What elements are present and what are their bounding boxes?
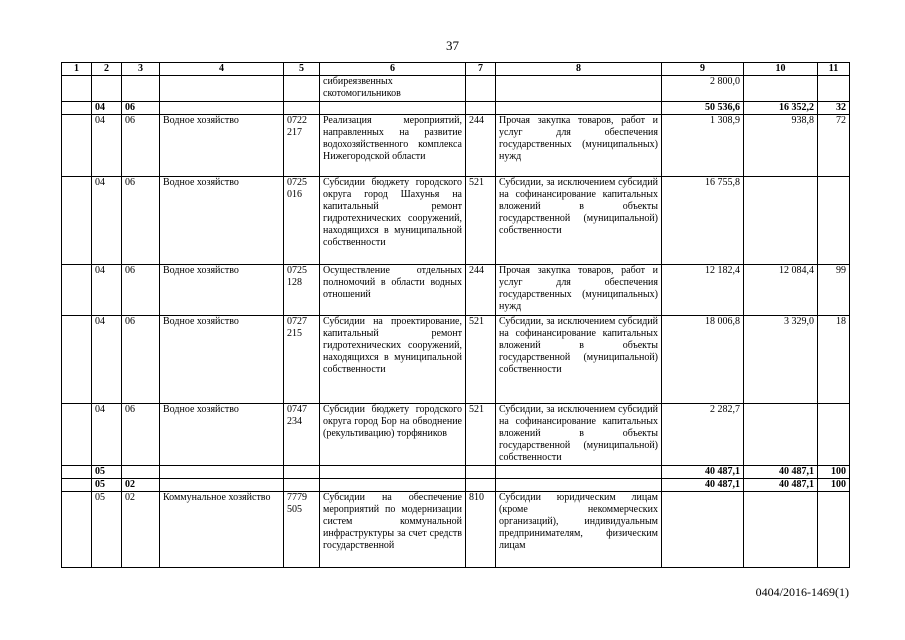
table-cell-c7 bbox=[466, 76, 496, 102]
table-cell-c10 bbox=[744, 492, 818, 568]
table-cell-c11: 18 bbox=[818, 316, 850, 404]
table-cell-c6: Субсидии бюджету городского округа город Бор на обводнение (рекультивацию) торфяников bbox=[320, 404, 466, 466]
table-cell-c7 bbox=[466, 479, 496, 492]
table-cell-c2: 04 bbox=[92, 316, 122, 404]
table-cell-c9: 12 182,4 bbox=[662, 265, 744, 316]
table-cell-c5 bbox=[284, 466, 320, 479]
table-cell-c8 bbox=[496, 479, 662, 492]
table-row bbox=[62, 102, 850, 115]
table-row bbox=[62, 76, 850, 102]
table-cell-c4: Коммунальное хозяйство bbox=[160, 492, 284, 568]
table-cell-c8 bbox=[496, 76, 662, 102]
table-cell bbox=[62, 404, 92, 466]
table-cell-c2: 04 bbox=[92, 102, 122, 115]
table-cell-c6 bbox=[320, 466, 466, 479]
table-cell-c4: Водное хозяйство bbox=[160, 404, 284, 466]
table-cell-c10: 40 487,1 bbox=[744, 466, 818, 479]
table-cell-c9: 2 800,0 bbox=[662, 76, 744, 102]
table-cell-c4: Водное хозяйство bbox=[160, 115, 284, 177]
table-cell-c3: 06 bbox=[122, 115, 160, 177]
table-cell-c5: 0725 016 bbox=[284, 177, 320, 265]
table-cell-c9: 1 308,9 bbox=[662, 115, 744, 177]
table-cell-c7 bbox=[466, 102, 496, 115]
table-cell-c5: 0727 215 bbox=[284, 316, 320, 404]
table-cell bbox=[62, 466, 92, 479]
header-row bbox=[62, 63, 850, 76]
table-cell bbox=[62, 265, 92, 316]
table-cell-c8 bbox=[496, 102, 662, 115]
table-cell-c10: 938,8 bbox=[744, 115, 818, 177]
table-cell-c9: 2 282,7 bbox=[662, 404, 744, 466]
table-cell-c3: 06 bbox=[122, 177, 160, 265]
table-row bbox=[62, 177, 850, 265]
table-row bbox=[62, 466, 850, 479]
table-cell-c11 bbox=[818, 76, 850, 102]
table-cell-c8 bbox=[496, 466, 662, 479]
table-cell-c6: сибиреязвенных скотомогильников bbox=[320, 76, 466, 102]
header-cell: 10 bbox=[744, 63, 818, 76]
table-cell-c2: 05 bbox=[92, 466, 122, 479]
table-cell-c8: Субсидии, за исключением субсидий на софинансирование капитальных вложений в объекты государственной (муниципальной) собственности bbox=[496, 404, 662, 466]
header-cell: 2 bbox=[92, 63, 122, 76]
table-cell-c11: 32 bbox=[818, 102, 850, 115]
table-cell-c7: 244 bbox=[466, 115, 496, 177]
table-cell-c11 bbox=[818, 492, 850, 568]
table-cell-c4 bbox=[160, 479, 284, 492]
table-cell-c9: 40 487,1 bbox=[662, 466, 744, 479]
table-cell-c5: 0747 234 bbox=[284, 404, 320, 466]
table-cell-c7: 810 bbox=[466, 492, 496, 568]
table-cell-c9: 40 487,1 bbox=[662, 479, 744, 492]
table-cell-c7: 521 bbox=[466, 177, 496, 265]
table-cell-c3: 02 bbox=[122, 479, 160, 492]
header-cell: 7 bbox=[466, 63, 496, 76]
table-cell-c6: Субсидии бюджету городского округа город Шахунья на капитальный ремонт гидротехнических сооружений, находящихся в муниципальной собственности bbox=[320, 177, 466, 265]
table-cell-c2: 05 bbox=[92, 492, 122, 568]
table-cell-c10 bbox=[744, 404, 818, 466]
table-cell-c2: 04 bbox=[92, 115, 122, 177]
table-cell-c4: Водное хозяйство bbox=[160, 177, 284, 265]
header-cell: 11 bbox=[818, 63, 850, 76]
table-cell-c3: 06 bbox=[122, 404, 160, 466]
table-cell-c2: 04 bbox=[92, 265, 122, 316]
table-cell-c9 bbox=[662, 492, 744, 568]
table-cell-c6: Реализация мероприятий, направленных на развитие водохозяйственного комплекса Нижегородской области bbox=[320, 115, 466, 177]
header-cell: 9 bbox=[662, 63, 744, 76]
table-cell-c2: 04 bbox=[92, 177, 122, 265]
table-cell-c8: Прочая закупка товаров, работ и услуг для обеспечения государственных (муниципальных) нужд bbox=[496, 115, 662, 177]
table-cell-c9: 18 006,8 bbox=[662, 316, 744, 404]
table-cell-c6 bbox=[320, 102, 466, 115]
header-cell: 5 bbox=[284, 63, 320, 76]
table-cell-c3 bbox=[122, 466, 160, 479]
table-cell-c2: 04 bbox=[92, 404, 122, 466]
page-number: 37 bbox=[446, 38, 459, 53]
table-cell-c6: Субсидии на проектирование, капитальный ремонт гидротехнических сооружений, находящихся в муниципальной собственности bbox=[320, 316, 466, 404]
table-cell-c5 bbox=[284, 102, 320, 115]
header-cell: 1 bbox=[62, 63, 92, 76]
table-row bbox=[62, 404, 850, 466]
table-cell bbox=[62, 479, 92, 492]
table-cell-c5: 7779 505 bbox=[284, 492, 320, 568]
table-cell bbox=[62, 177, 92, 265]
table-cell-c8: Субсидии, за исключением субсидий на софинансирование капитальных вложений в объекты государственной (муниципальной) собственности bbox=[496, 316, 662, 404]
table-cell-c3: 06 bbox=[122, 316, 160, 404]
table-cell-c11: 100 bbox=[818, 479, 850, 492]
table-cell-c7: 244 bbox=[466, 265, 496, 316]
table-cell-c10: 12 084,4 bbox=[744, 265, 818, 316]
table-cell bbox=[62, 102, 92, 115]
table-cell-c3: 02 bbox=[122, 492, 160, 568]
table-row bbox=[62, 479, 850, 492]
table-cell-c5: 0725 128 bbox=[284, 265, 320, 316]
header-cell: 3 bbox=[122, 63, 160, 76]
table-row bbox=[62, 265, 850, 316]
table-cell-c7: 521 bbox=[466, 404, 496, 466]
table-cell-c11: 72 bbox=[818, 115, 850, 177]
budget-table bbox=[61, 62, 850, 568]
table-cell-c4: Водное хозяйство bbox=[160, 265, 284, 316]
table-cell bbox=[62, 76, 92, 102]
table-cell-c9: 50 536,6 bbox=[662, 102, 744, 115]
table-row bbox=[62, 115, 850, 177]
table-cell-c9: 16 755,8 bbox=[662, 177, 744, 265]
table-cell-c8: Субсидии юридическим лицам (кроме некоммерческих организаций), индивидуальным предпринимателям, физическим лицам bbox=[496, 492, 662, 568]
table-cell bbox=[62, 316, 92, 404]
header-cell: 8 bbox=[496, 63, 662, 76]
table-cell bbox=[62, 115, 92, 177]
table-cell-c6 bbox=[320, 479, 466, 492]
table-cell-c5 bbox=[284, 76, 320, 102]
table-cell-c11: 99 bbox=[818, 265, 850, 316]
table-cell-c10: 16 352,2 bbox=[744, 102, 818, 115]
table-cell-c6: Субсидии на обеспечение мероприятий по модернизации систем коммунальной инфраструктуры за счет средств государственной bbox=[320, 492, 466, 568]
table-cell-c7: 521 bbox=[466, 316, 496, 404]
document-code: 0404/2016-1469(1) bbox=[755, 585, 849, 599]
table-cell-c4 bbox=[160, 76, 284, 102]
table-cell-c3: 06 bbox=[122, 102, 160, 115]
table-cell-c5: 0722 217 bbox=[284, 115, 320, 177]
table-cell-c5 bbox=[284, 479, 320, 492]
table-cell-c8: Прочая закупка товаров, работ и услуг для обеспечения государственных (муниципальных) нужд bbox=[496, 265, 662, 316]
table-cell-c8: Субсидии, за исключением субсидий на софинансирование капитальных вложений в объекты государственной (муниципальной) собственности bbox=[496, 177, 662, 265]
header-cell: 4 bbox=[160, 63, 284, 76]
table-cell-c3 bbox=[122, 76, 160, 102]
header-cell: 6 bbox=[320, 63, 466, 76]
table-cell-c4 bbox=[160, 102, 284, 115]
table-cell-c11: 100 bbox=[818, 466, 850, 479]
table-cell-c11 bbox=[818, 177, 850, 265]
table-cell-c4 bbox=[160, 466, 284, 479]
table-cell-c4: Водное хозяйство bbox=[160, 316, 284, 404]
table-row bbox=[62, 492, 850, 568]
table-cell-c3: 06 bbox=[122, 265, 160, 316]
table-cell-c11 bbox=[818, 404, 850, 466]
table-cell-c10 bbox=[744, 177, 818, 265]
table-cell-c6: Осуществление отдельных полномочий в области водных отношений bbox=[320, 265, 466, 316]
table-row bbox=[62, 316, 850, 404]
table-cell bbox=[62, 492, 92, 568]
table-cell-c10 bbox=[744, 76, 818, 102]
table-cell-c10: 40 487,1 bbox=[744, 479, 818, 492]
table-cell-c7 bbox=[466, 466, 496, 479]
table-cell-c10: 3 329,0 bbox=[744, 316, 818, 404]
table-cell-c2 bbox=[92, 76, 122, 102]
table-cell-c2: 05 bbox=[92, 479, 122, 492]
